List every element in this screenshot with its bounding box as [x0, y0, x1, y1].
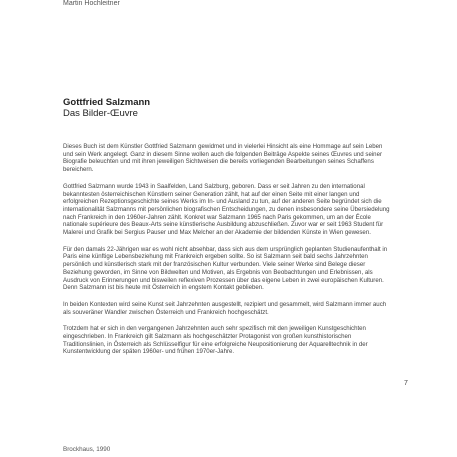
paragraph: In beiden Kontexten wird seine Kunst seit Jahrzehnten ausgestellt, rezipiert und gesammelt, wird Salzmann immer auch als souveräner Wandler zwischen Österreich und Frankreich hochgeschätzt. [63, 300, 387, 316]
paragraph: Trotzdem hat er sich in den vergangenen Jahrzehnten auch sehr spezifisch mit den jeweiligen Kunstgeschichten eingeschrieben. In Frankreich gilt Salzmann als hochgeschätzter Protagonist von großen kunsthistorischen Traditionslinien, in Österreich als Schlüsselfigur für eine erfolgreiche Neupositionierung der Aquarelltechnik in der Kunstentwicklung der späten 1960er- und frühen 1970er-Jahre. [63, 325, 368, 356]
article-body [63, 143, 393, 365]
paragraph: Dieses Buch ist dem Künstler Gottfried Salzmann gewidmet und in vielerlei Hinsicht als eine Hommage auf sein Leben und sein Werk angelegt. Ganz in diesem Sinne wollen auch die folgenden Beiträge Aspekte seines Œuvres und seiner Biografie beleuchten und mit ihren jeweiligen Sichtweisen die bereits vorliegenden Bearbeitungen seines Schaffens bereichern. [63, 143, 383, 174]
title-block [63, 97, 150, 119]
page-number: 7 [404, 380, 408, 387]
author-name: Martin Hochleitner [63, 0, 120, 7]
footer-credit: Brockhaus, 1990 [63, 446, 111, 453]
paragraph: Gottfried Salzmann wurde 1943 in Saalfelden, Land Salzburg, geboren. Dass er seit Jahren zu den international bekanntesten österreichischen Künstlern seiner Generation zählt, hat auf der einen Seite mit einer langen und erfolgreichen Rezeptionsgeschichte seines Werks im In- und Ausland zu tun, auf der anderen Seite begründet sich die internationalität Salzmanns mit persönlichen biografischen Entscheidungen, zu denen insbesondere seine Übersiedelung nach Frankreich in den 1960er-Jahren zählt. Konkret war Salzmann 1965 nach Paris gekommen, um an der École nationale supérieure des Beaux-Arts seine künstlerische Ausbildung abzuschließen. Zuvor war er seit 1963 Student für Malerei und Grafik bei Sergius Pauser und Max Melcher an der Akademie der bildenden Künste in Wien gewesen. [63, 182, 390, 237]
article-title: Gottfried Salzmann [63, 97, 151, 108]
paragraph: Für den damals 22-Jährigen war es wohl nicht absehbar, dass sich aus dem ursprünglich geplanten Studienaufenthalt in Paris eine künftige Lebensbeziehung mit Frankreich ergeben sollte. So ist Salzmann seit bald sechs Jahrzehnten persönlich und künstlerisch stark mit der französischen Kultur verbunden. Viele seiner Werke sind Belege dieser Beziehung geworden, im Sinne von Bildwelten und Motiven, als Ergebnis von Beobachtungen und Erlebnissen, als Ausdruck von Erinnerungen und bisweilen reflexiven Prozessen über das eigene Leben in zwei europäischen Kulturen. Denn Salzmann ist bis heute mit Österreich in engstem Kontakt geblieben. [63, 245, 388, 292]
article-subtitle: Das Bilder-Œuvre [63, 108, 138, 119]
